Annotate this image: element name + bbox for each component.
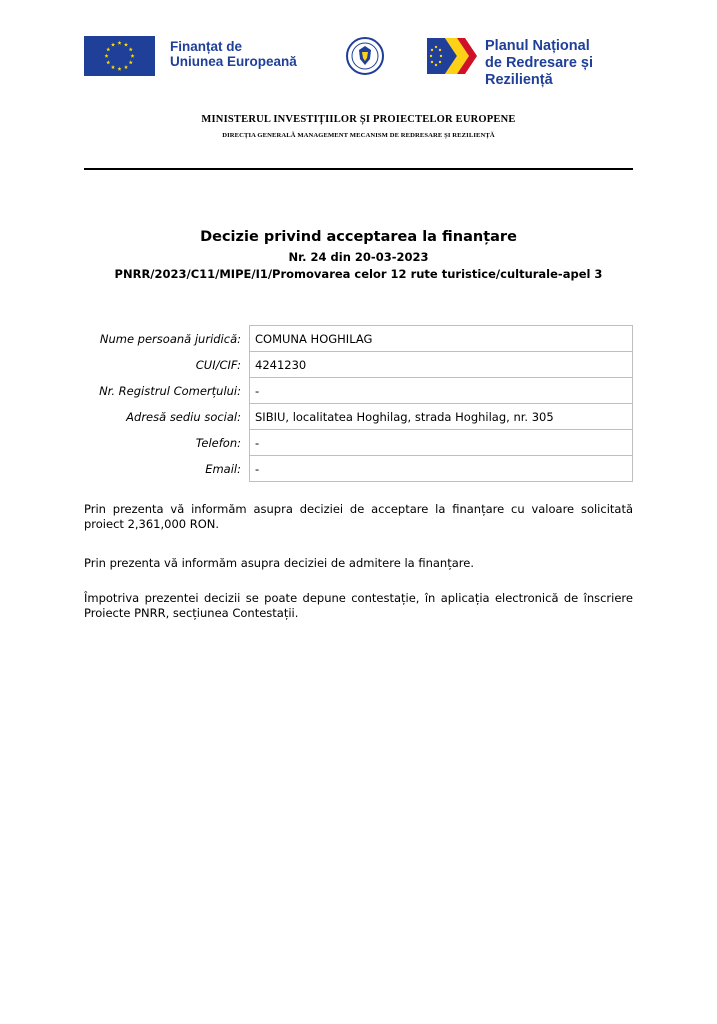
eu-text-line1: Finanțat de [170, 39, 243, 54]
decision-number: Nr. 24 din 20-03-2023 [288, 250, 429, 264]
row-label: Adresă sediu social: [126, 409, 241, 424]
table-row [84, 430, 633, 456]
table-row [84, 456, 633, 482]
admission-paragraph: Prin prezenta vă informăm asupra deciziei de admitere la finanțare. [84, 556, 474, 570]
row-value: - [250, 430, 633, 456]
row-label: CUI/CIF: [195, 357, 241, 372]
decision-title: Decizie privind acceptarea la finanțare [200, 229, 517, 245]
decision-call: PNRR/2023/C11/MIPE/I1/Promovarea celor 12 rute turistice/culturale-apel 3 [114, 267, 603, 281]
row-value: SIBIU, localitatea Hoghilag, strada Hoghilag, nr. 305 [250, 404, 633, 430]
eu-text-line2: Uniunea Europeană [170, 54, 297, 69]
government-seal-icon [346, 37, 384, 75]
table-row [84, 404, 633, 430]
row-label: Telefon: [195, 435, 241, 450]
row-label: Nume persoană juridică: [99, 331, 241, 346]
appeal-paragraph: Împotriva prezentei decizii se poate depune contestație, în aplicația electronică de înscriere Proiecte PNRR, secțiunea Contestații. [84, 591, 633, 620]
ministry-directorate: DIRECȚIA GENERALĂ MANAGEMENT MECANISM DE REDRESARE ȘI REZILIENȚĂ [222, 132, 495, 139]
header-divider [84, 168, 633, 170]
applicant-info-table [84, 325, 633, 482]
row-value: 4241230 [250, 352, 633, 378]
table-row [84, 378, 633, 404]
eu-flag-icon [84, 36, 155, 76]
eu-funding-label [170, 39, 297, 69]
row-value: - [250, 456, 633, 482]
row-label: Email: [205, 461, 241, 476]
pnrr-text-line2: de Redresare și Reziliență [485, 55, 594, 88]
table-row [84, 352, 633, 378]
ministry-name: MINISTERUL INVESTIȚIILOR ȘI PROIECTELOR EUROPENE [201, 114, 516, 125]
row-value: - [250, 378, 633, 404]
pnrr-label [485, 38, 634, 89]
pnrr-text-line1: Planul Național [485, 38, 590, 54]
row-label: Nr. Registrul Comerțului: [99, 383, 241, 398]
acceptance-paragraph: Prin prezenta vă informăm asupra deciziei de acceptare la finanțare cu valoare solicitată proiect 2,361,000 RON. [84, 502, 633, 531]
table-row [84, 326, 633, 352]
pnrr-logo-icon [427, 38, 480, 74]
header-logo-bar [84, 35, 634, 88]
row-value: COMUNA HOGHILAG [250, 326, 633, 352]
